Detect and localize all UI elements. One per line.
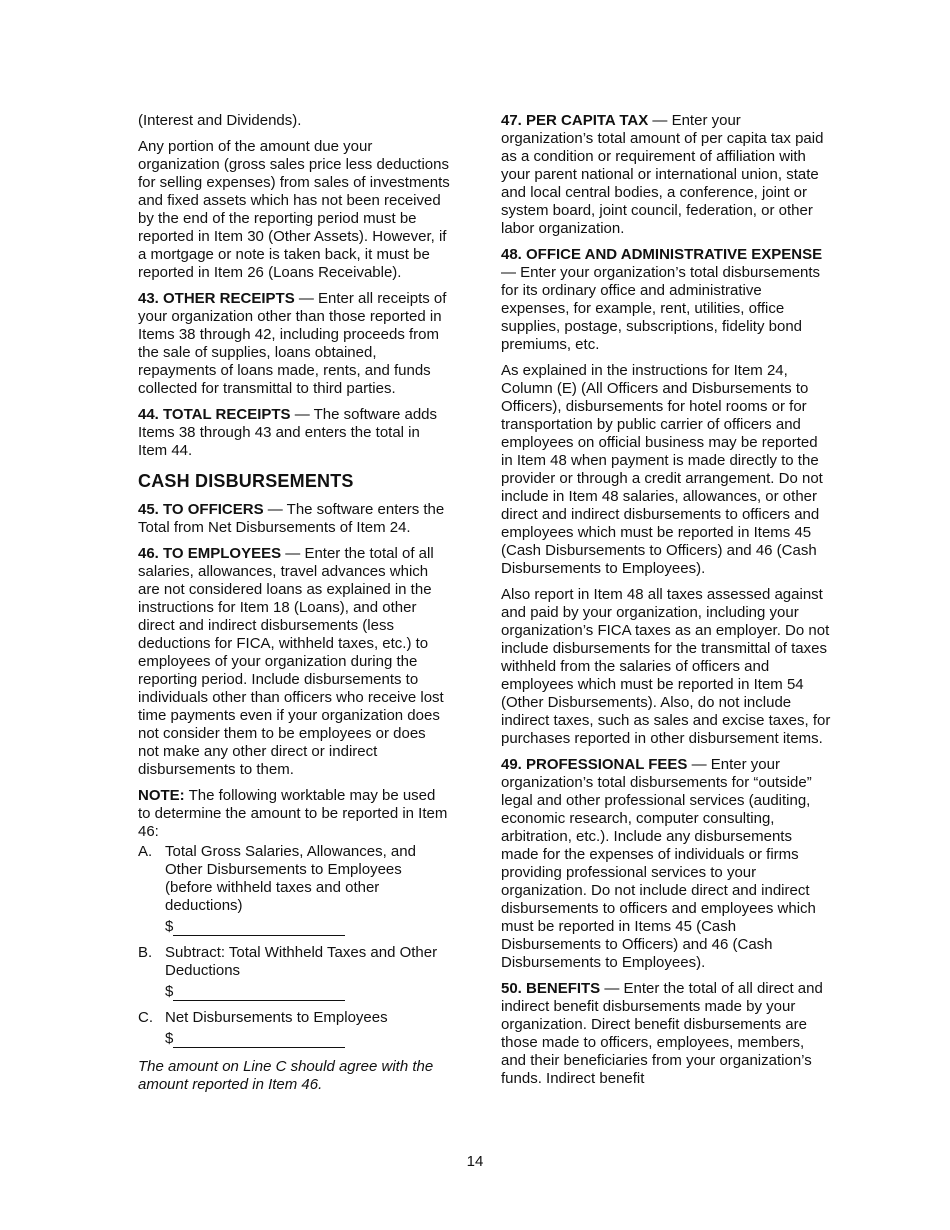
- item-46-to-employees: [138, 545, 450, 779]
- currency-symbol: $: [165, 1030, 174, 1047]
- sales-investments-paragraph: Any portion of the amount due your organization (gross sales price less deductions for selling expenses) from sales of investments and fixed assets which has not been received by the end of the reporting period must be reported in Item 30 (Other Assets). However, if a mortgage or note is taken back, it must be reported in Item 26 (Loans Receivable).: [138, 138, 450, 281]
- worktable-line-b: [138, 944, 450, 1001]
- item-45-body: — The software enters the Total from Net Disbursements of Item 24.: [138, 501, 445, 536]
- item-50-benefits: [501, 980, 833, 1088]
- note-paragraph: [138, 787, 450, 841]
- amount-blank-line: [173, 1033, 345, 1048]
- item-48-office-admin-expense: [501, 246, 833, 354]
- worktable-line-label: B.: [138, 944, 153, 961]
- worktable-line-label: A.: [138, 843, 153, 860]
- item-47-heading: 47. PER CAPITA TAX: [501, 112, 649, 129]
- item-48-heading: 48. OFFICE AND ADMINISTRATIVE EXPENSE: [501, 246, 823, 263]
- closing-note: The amount on Line C should agree with the amount reported in Item 46.: [138, 1058, 434, 1093]
- currency-symbol: $: [165, 918, 174, 935]
- worktable-line-label: C.: [138, 1009, 153, 1026]
- worktable-line-text: Subtract: Total Withheld Taxes and Other Deductions: [165, 944, 438, 979]
- item-47-body: — Enter your organization’s total amount of per capita tax paid as a condition or requirement of affiliation with your parent national or international union, state and local central bodies, a conference, joint or system board, joint council, federation, or other labor organization.: [501, 112, 824, 237]
- item-46-heading: 46. TO EMPLOYEES: [138, 545, 282, 562]
- item-50-body: — Enter the total of all direct and indirect benefit disbursements made by your organization. Direct benefit disbursements are those made to officers, employees, members, and their beneficiaries from your organization’s funds. Indirect benefit: [501, 980, 823, 1087]
- item-49-professional-fees: [501, 756, 833, 972]
- item-45-heading: 45. TO OFFICERS: [138, 501, 264, 518]
- worktable-line-text: Total Gross Salaries, Allowances, and Other Disbursements to Employees (before withheld taxes and other deductions): [165, 843, 416, 914]
- item-49-body: — Enter your organization’s total disbursements for “outside” legal and other professional services (auditing, economic research, computer consulting, arbitration, etc.). Include any disbursements made for the expenses of individuals or firms providing professional services to your organization. Do not include direct and indirect disbursements to officers and employees which must be reported in Items 45 (Cash Disbursements to Officers) and 46 (Cash Disbursements to Employees).: [501, 756, 816, 971]
- item-43-other-receipts: [138, 290, 450, 398]
- item-47-per-capita-tax: [501, 112, 833, 238]
- note-heading: NOTE:: [138, 787, 185, 804]
- item-44-total-receipts: [138, 406, 450, 460]
- item-49-heading: 49. PROFESSIONAL FEES: [501, 756, 688, 773]
- page-number: 14: [466, 1153, 484, 1170]
- item-43-heading: 43. OTHER RECEIPTS: [138, 290, 295, 307]
- currency-symbol: $: [165, 983, 174, 1000]
- item-43-body: — Enter all receipts of your organization other than those reported in Items 38 through 42, including proceeds from the sale of supplies, loans obtained, repayments of loans made, rents, and funds collected for transmittal to third parties.: [138, 290, 447, 397]
- item-48-hotel-transport-paragraph: As explained in the instructions for Item 24, Column (E) (All Officers and Disbursements to Officers), disbursements for hotel rooms or for transportation by public carrier of officers and employees on official business may be reported in Item 48 when payment is made directly to the provider or through a credit arrangement. Do not include in Item 48 salaries, allowances, or other direct and indirect disbursements to officers and employees which must be reported in Items 45 (Cash Disbursements to Officers) and 46 (Cash Disbursements to Employees).: [501, 362, 823, 577]
- worktable-line-text: Net Disbursements to Employees: [165, 1009, 388, 1026]
- item-44-body: — The software adds Items 38 through 43 and enters the total in Item 44.: [138, 406, 438, 459]
- item-50-heading: 50. BENEFITS: [501, 980, 601, 997]
- item-48-body: — Enter your organization’s total disbursements for its ordinary office and administrative expenses, for example, rent, utilities, office supplies, postage, subscriptions, fidelity bond premiums, etc.: [501, 264, 821, 353]
- left-column: [138, 112, 450, 1102]
- item-46-body: — Enter the total of all salaries, allowances, travel advances which are not considered loans as explained in the instructions for Item 18 (Loans), and other direct and indirect disbursements (less deductions for FICA, withheld taxes, etc.) to employees of your organization during the reporting period. Include disbursements to individuals other than officers who receive lost time payments even if your organization does not consider them to be employees or does not make any other direct or indirect disbursements to them.: [138, 545, 444, 778]
- note-body: The following worktable may be used to determine the amount to be reported in Item 46:: [138, 787, 448, 840]
- item-45-to-officers: [138, 501, 450, 537]
- section-heading-cash-disbursements: CASH DISBURSEMENTS: [138, 471, 354, 491]
- interest-dividends-text: (Interest and Dividends).: [138, 112, 302, 129]
- worktable-line-a: [138, 843, 450, 936]
- amount-blank-line: [173, 986, 345, 1001]
- item-48-taxes-paragraph: Also report in Item 48 all taxes assessed against and paid by your organization, including your organization’s FICA taxes as an employer. Do not include disbursements for the transmittal of taxes withheld from the salaries of officers and employees which must be reported in Item 54 (Other Disbursements). Also, do not include indirect taxes, such as sales and excise taxes, for purchases reported in other disbursement items.: [501, 586, 831, 747]
- amount-blank-line: [173, 921, 345, 936]
- item-44-heading: 44. TOTAL RECEIPTS: [138, 406, 291, 423]
- worktable-line-c: [138, 1009, 450, 1048]
- right-column: [501, 112, 833, 1096]
